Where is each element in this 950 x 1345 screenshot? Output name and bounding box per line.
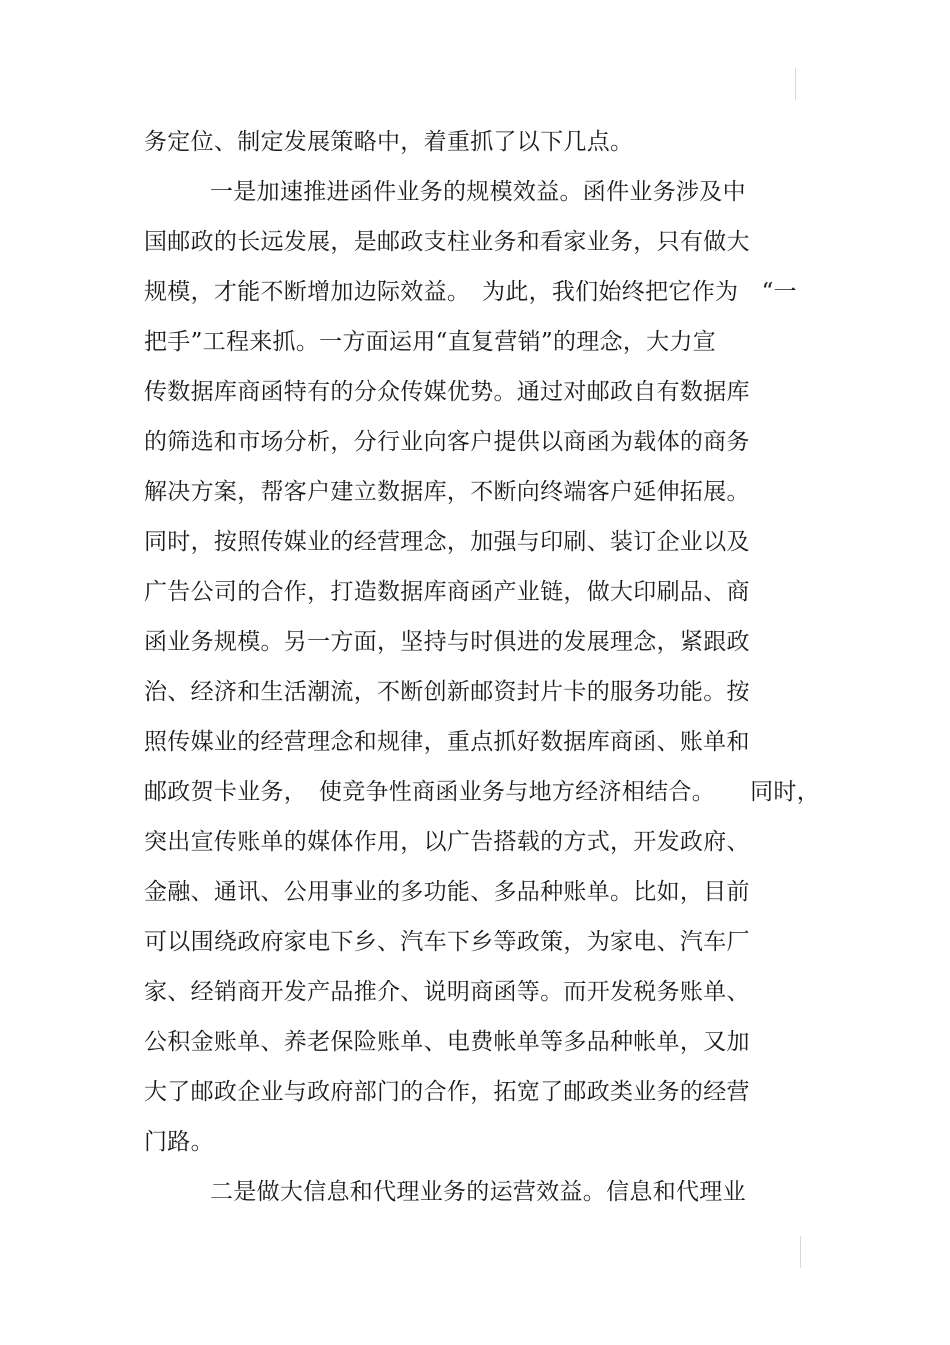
text-line: 同时，按照传媒业的经营理念，加强与印刷、装订企业以及 <box>144 529 750 555</box>
text-line: 国邮政的长远发展，是邮政支柱业务和看家业务，只有做大 <box>144 229 750 255</box>
text-line: 治、经济和生活潮流，不断创新邮资封片卡的服务功能。按 <box>144 679 750 705</box>
text-line: 解决方案，帮客户建立数据库，不断向终端客户延伸拓展。 <box>144 479 750 505</box>
text-line: 门路。 <box>144 1129 214 1155</box>
text-line: 大了邮政企业与政府部门的合作，拓宽了邮政类业务的经营 <box>144 1079 750 1105</box>
text-line: 金融、通讯、公用事业的多功能、多品种账单。比如，目前 <box>144 879 750 905</box>
text-line: 传数据库商函特有的分众传媒优势。通过对邮政自有数据库 <box>144 379 750 405</box>
text-line: 把手”工程来抓。一方面运用“直复营销”的理念，大力宣 <box>144 329 717 355</box>
text-line: 邮政贺卡业务， 使竞争性商函业务与地方经济相结合。 同时， <box>144 779 820 805</box>
text-line: 可以围绕政府家电下乡、汽车下乡等政策，为家电、汽车厂 <box>144 929 750 955</box>
text-line: 公积金账单、养老保险账单、电费帐单等多品种帐单，又加 <box>144 1029 750 1055</box>
text-line: 函业务规模。另一方面，坚持与时俱进的发展理念，紧跟政 <box>144 629 750 655</box>
text-line: 的筛选和市场分析，分行业向客户提供以商函为载体的商务 <box>144 429 750 455</box>
text-line: 广告公司的合作，打造数据库商函产业链，做大印刷品、商 <box>144 579 750 605</box>
text-line: 突出宣传账单的媒体作用，以广告搭载的方式，开发政府、 <box>144 829 750 855</box>
paragraph-start-line: 一是加速推进函件业务的规模效益。函件业务涉及中 <box>210 179 746 205</box>
text-line: 务定位、制定发展策略中，着重抓了以下几点。 <box>144 129 634 155</box>
text-line: 家、经销商开发产品推介、说明商函等。而开发税务账单、 <box>144 979 750 1005</box>
margin-mark-top <box>795 68 796 100</box>
text-line: 规模，才能不断增加边际效益。 为此，我们始终把它作为 “一 <box>144 279 797 305</box>
paragraph-start-line: 二是做大信息和代理业务的运营效益。信息和代理业 <box>210 1179 746 1205</box>
text-line: 照传媒业的经营理念和规律，重点抓好数据库商函、账单和 <box>144 729 750 755</box>
margin-mark-bottom <box>800 1236 801 1268</box>
